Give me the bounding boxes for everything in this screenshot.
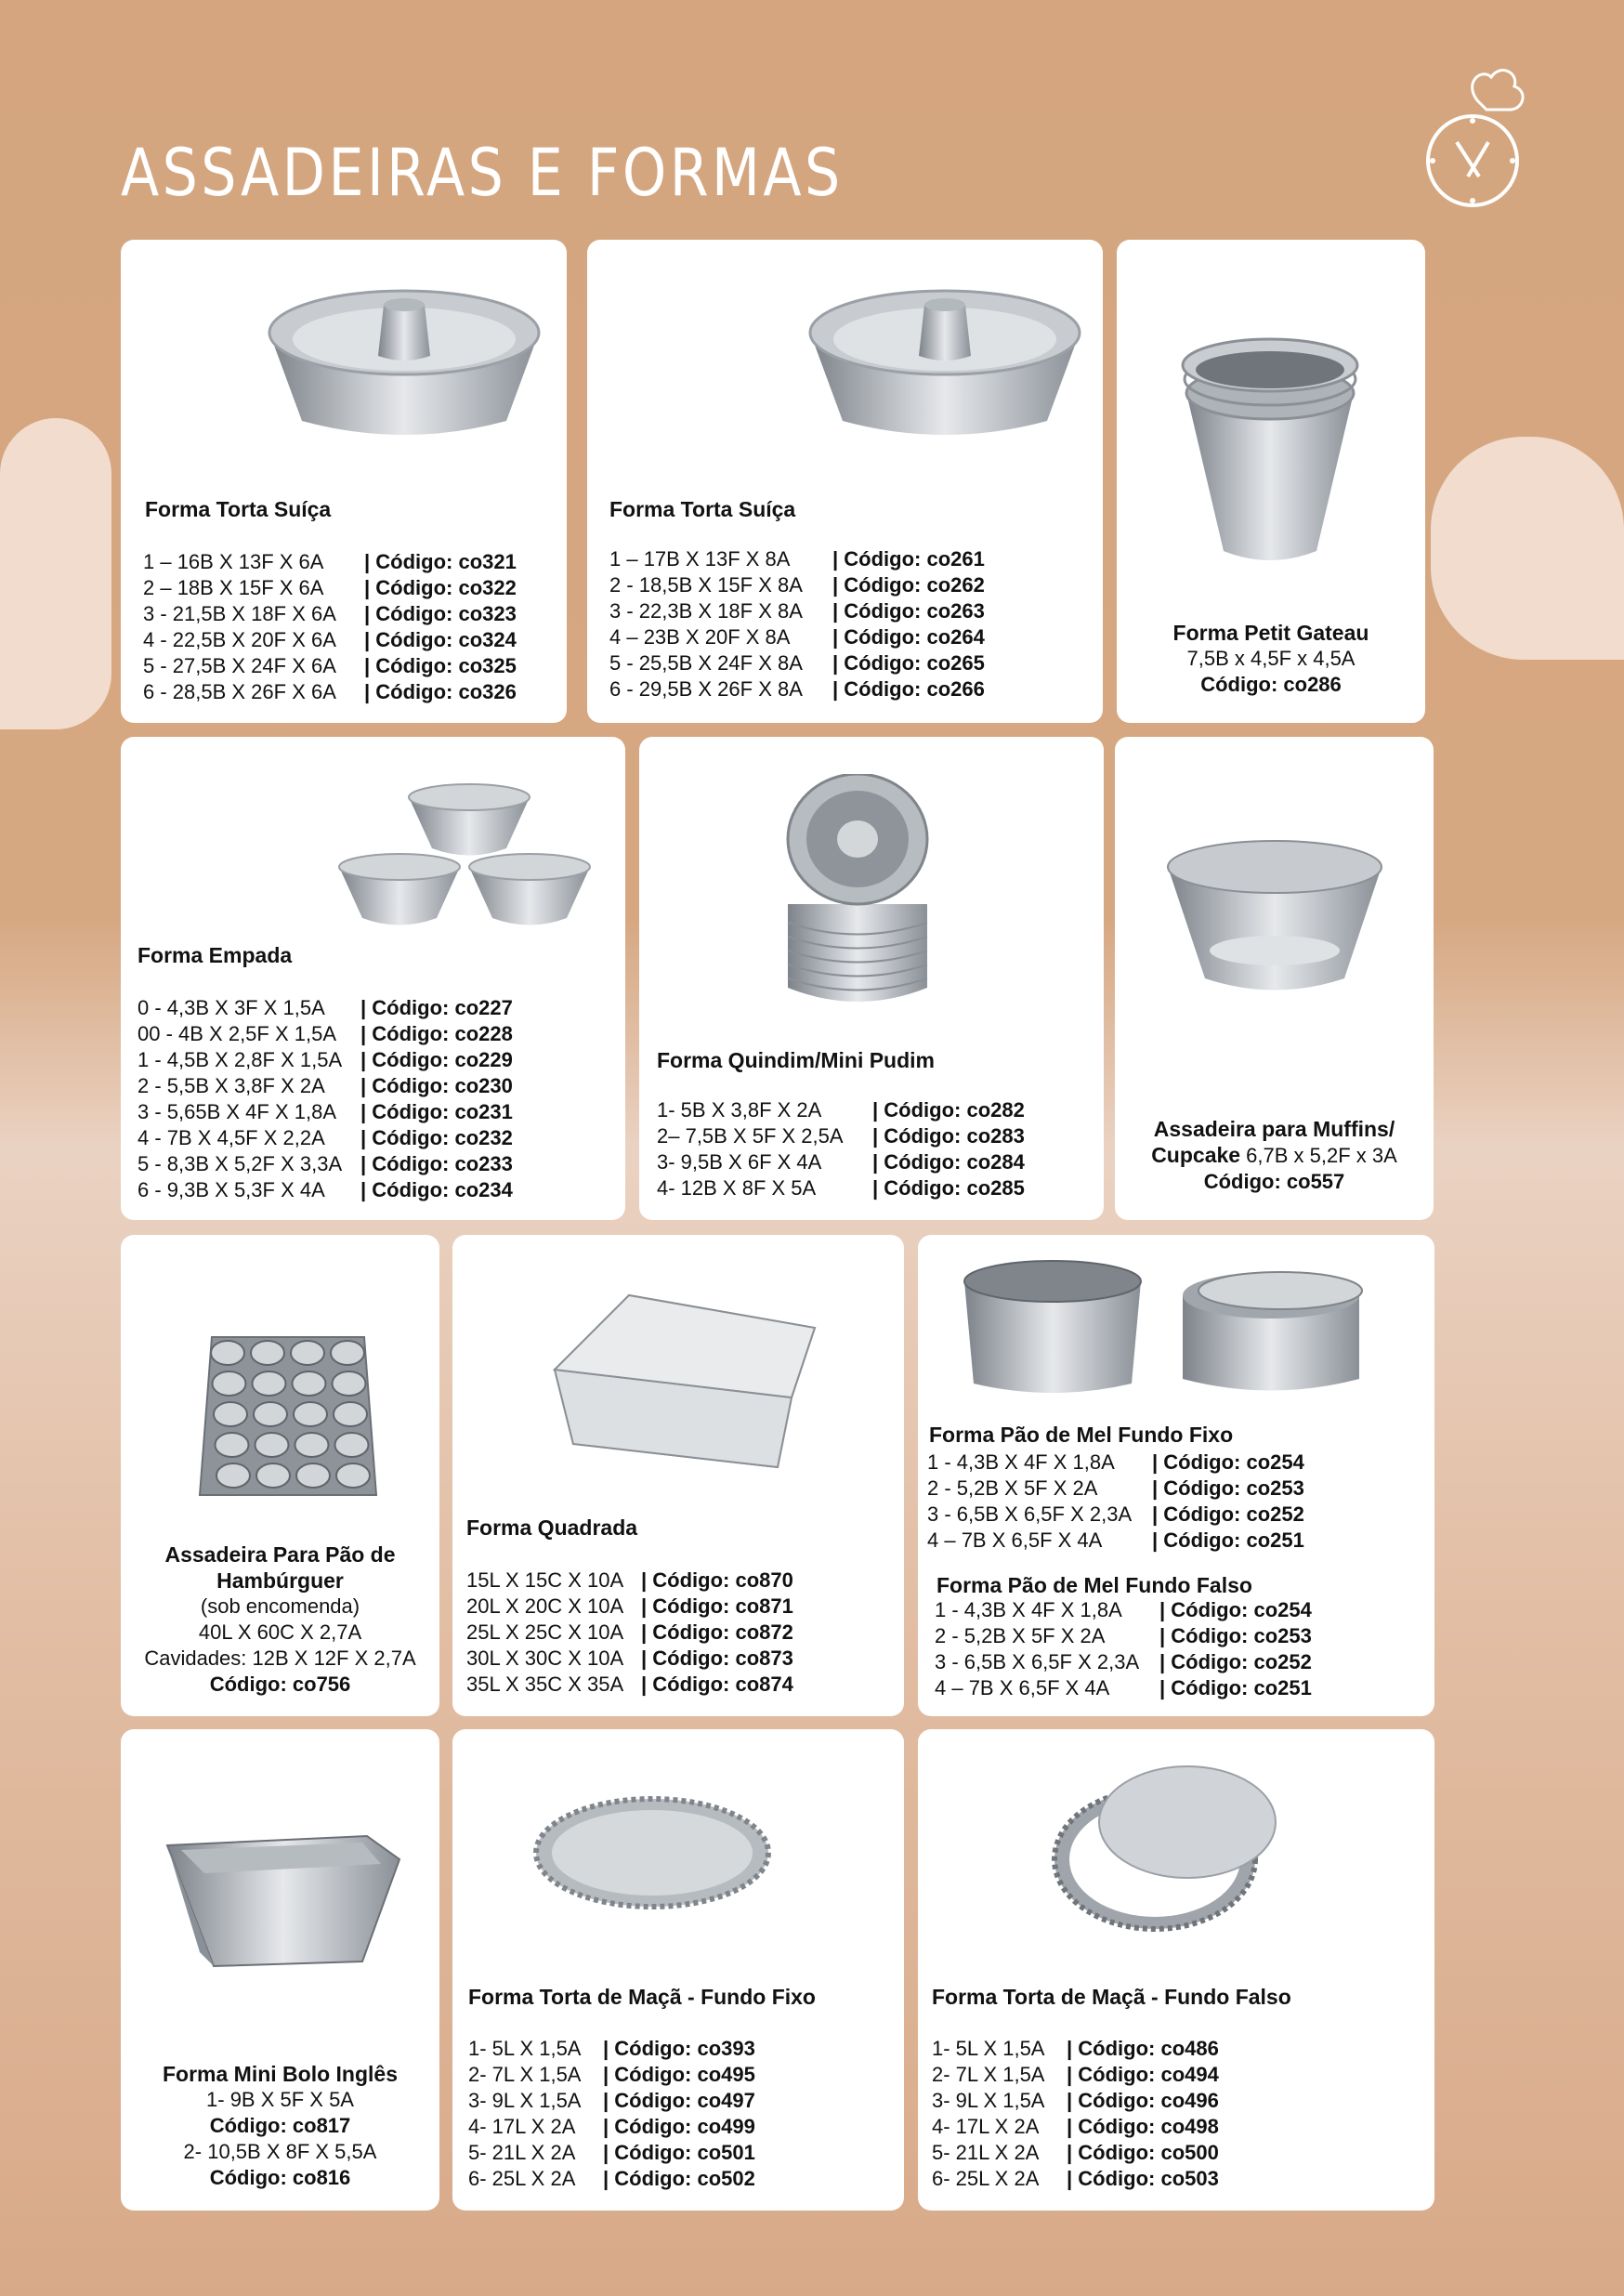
size-code: | Código: co252 bbox=[1152, 1502, 1304, 1526]
empada-molds-image bbox=[334, 783, 604, 932]
size-row bbox=[468, 2062, 755, 2088]
size-code: | Código: co262 bbox=[832, 573, 985, 597]
size-row bbox=[138, 1151, 513, 1177]
size-code: | Código: co323 bbox=[364, 602, 517, 625]
size-row bbox=[138, 1021, 513, 1047]
size-code-list bbox=[609, 546, 985, 702]
size-code: | Código: co393 bbox=[603, 2037, 755, 2060]
product-dimensions: 7,5B x 4,5F x 4,5A bbox=[1186, 647, 1356, 670]
size-row bbox=[143, 627, 517, 653]
size-row bbox=[927, 1476, 1304, 1502]
size-row bbox=[466, 1620, 793, 1646]
muffin-mold-image bbox=[1163, 839, 1386, 997]
size-code: | Código: co321 bbox=[364, 550, 517, 573]
page-title: ASSADEIRAS E FORMAS bbox=[121, 135, 844, 211]
size-row bbox=[138, 1177, 513, 1203]
tray-cavity bbox=[331, 1341, 364, 1365]
tray-cavity bbox=[334, 1402, 367, 1426]
size-row bbox=[138, 1047, 513, 1073]
background-drip bbox=[0, 418, 111, 729]
size-row bbox=[657, 1149, 1025, 1175]
size-code: | Código: co502 bbox=[603, 2167, 755, 2190]
tray-cavity bbox=[293, 1371, 326, 1396]
size-row bbox=[609, 676, 985, 702]
size-code: | Código: co497 bbox=[603, 2089, 755, 2112]
product-code: Código: co286 bbox=[1200, 673, 1342, 696]
product-name: Forma Torta de Maçã - Fundo Fixo bbox=[468, 1985, 816, 2009]
petit-gateau-mold-image bbox=[1168, 337, 1372, 570]
size-dimensions: 3- 9L X 1,5A bbox=[468, 2089, 582, 2112]
product-card-torta-suica-2[interactable] bbox=[587, 240, 1103, 723]
tray-cavity bbox=[256, 1463, 290, 1488]
size-row bbox=[609, 572, 985, 598]
hamburger-tray-image bbox=[195, 1332, 381, 1509]
size-row bbox=[143, 575, 517, 601]
size-row bbox=[466, 1646, 793, 1672]
size-code: | Código: co251 bbox=[1152, 1528, 1304, 1552]
tray-cavity bbox=[211, 1341, 244, 1365]
size-dimensions: 5 - 8,3B X 5,2F X 3,3A bbox=[138, 1152, 343, 1175]
size-dimensions: 4 - 22,5B X 20F X 6A bbox=[143, 628, 336, 651]
size-row bbox=[468, 2166, 755, 2192]
size-dimensions: 2 - 18,5B X 15F X 8A bbox=[609, 573, 803, 597]
size-row bbox=[609, 546, 985, 572]
size-code: | Código: co265 bbox=[832, 651, 985, 675]
product-card-torta-maca-fixo[interactable] bbox=[452, 1729, 904, 2211]
size-dimensions: 6 - 28,5B X 26F X 6A bbox=[143, 680, 336, 703]
size-code: | Código: co227 bbox=[360, 996, 513, 1019]
size-dimensions: 0 - 4,3B X 3F X 1,5A bbox=[138, 996, 325, 1019]
size-row bbox=[466, 1594, 793, 1620]
size-dimensions: 6- 25L X 2A bbox=[468, 2167, 576, 2190]
tray-cavity bbox=[296, 1463, 330, 1488]
size-dimensions: 1 - 4,3B X 4F X 1,8A bbox=[935, 1598, 1122, 1621]
product-card-quadrada[interactable] bbox=[452, 1235, 904, 1716]
size-dimensions: 25L X 25C X 10A bbox=[466, 1620, 624, 1644]
size-dimensions: 30L X 30C X 10A bbox=[466, 1647, 624, 1670]
product-card-pao-de-mel[interactable] bbox=[918, 1235, 1434, 1716]
size-code-list bbox=[932, 2036, 1219, 2192]
product-card-petit-gateau[interactable] bbox=[1117, 240, 1425, 723]
product-name: Forma Torta de Maçã - Fundo Falso bbox=[932, 1985, 1291, 2009]
tart-pan-fixed-image bbox=[531, 1790, 773, 1910]
size-dimensions: 2 - 5,2B X 5F X 2A bbox=[927, 1476, 1098, 1500]
size-code: | Código: co501 bbox=[603, 2141, 755, 2164]
product-card-mini-bolo-ingles[interactable] bbox=[121, 1729, 439, 2211]
size-code: | Código: co495 bbox=[603, 2063, 755, 2086]
product-info bbox=[121, 2061, 439, 2191]
tray-cavity bbox=[214, 1402, 247, 1426]
size-dimensions: 6- 25L X 2A bbox=[932, 2167, 1040, 2190]
product-name-cont: Cupcake bbox=[1151, 1143, 1241, 1167]
size-dimensions: 4 – 7B X 6,5F X 4A bbox=[927, 1528, 1103, 1552]
size-code: | Código: co871 bbox=[641, 1594, 793, 1618]
size-row bbox=[143, 653, 517, 679]
size-row bbox=[143, 549, 517, 575]
product-name: Forma Torta Suíça bbox=[609, 497, 796, 521]
size-code: | Código: co253 bbox=[1152, 1476, 1304, 1500]
size-row bbox=[609, 624, 985, 650]
size-dimensions: 5- 21L X 2A bbox=[932, 2141, 1040, 2164]
product-dimensions: 6,7B x 5,2F x 3A bbox=[1240, 1144, 1397, 1167]
size-row bbox=[138, 1125, 513, 1151]
size-row bbox=[932, 2140, 1219, 2166]
bundt-pan-image bbox=[265, 282, 544, 440]
size-dimensions: 1- 5L X 1,5A bbox=[468, 2037, 582, 2060]
size-row bbox=[657, 1175, 1025, 1201]
size-dimensions: 15L X 15C X 10A bbox=[466, 1568, 624, 1592]
size-dimensions: 1 - 4,3B X 4F X 1,8A bbox=[927, 1450, 1115, 1474]
size-dimensions: 1 - 4,5B X 2,8F X 1,5A bbox=[138, 1048, 343, 1071]
tray-cavity bbox=[255, 1433, 289, 1457]
size-row bbox=[935, 1675, 1312, 1701]
tray-cavity bbox=[336, 1463, 370, 1488]
size-code: | Código: co228 bbox=[360, 1022, 513, 1045]
bundt-pan-image bbox=[805, 282, 1084, 440]
size-dimensions: 4- 17L X 2A bbox=[932, 2115, 1040, 2138]
tray-cavity bbox=[291, 1341, 324, 1365]
size-row bbox=[657, 1097, 1025, 1123]
size-code: | Código: co486 bbox=[1067, 2037, 1219, 2060]
size-dimensions: 4 - 7B X 4,5F X 2,2A bbox=[138, 1126, 325, 1149]
product-card-torta-maca-falso[interactable] bbox=[918, 1729, 1434, 2211]
tray-cavity bbox=[335, 1433, 369, 1457]
size-code: | Código: co266 bbox=[832, 677, 985, 701]
size-row bbox=[138, 1073, 513, 1099]
size-code-list bbox=[466, 1568, 793, 1698]
size-dimensions: 00 - 4B X 2,5F X 1,5A bbox=[138, 1022, 337, 1045]
product-code: Código: co756 bbox=[209, 1673, 351, 1696]
size-row bbox=[466, 1672, 793, 1698]
product-card-hamburguer[interactable] bbox=[121, 1235, 439, 1716]
square-pan-image bbox=[545, 1286, 824, 1472]
size-dimensions: 4 – 7B X 6,5F X 4A bbox=[935, 1676, 1110, 1699]
mini-loaf-pan-image bbox=[163, 1831, 404, 1971]
size-dimensions: 2 – 18B X 15F X 6A bbox=[143, 576, 324, 599]
product-cavities: Cavidades: 12B X 12F X 2,7A bbox=[144, 1647, 416, 1670]
product-code: Código: co557 bbox=[1203, 1170, 1345, 1193]
product-dimensions: 1- 9B X 5F X 5A bbox=[206, 2088, 354, 2111]
tray-cavity bbox=[216, 1433, 249, 1457]
size-code: | Código: co494 bbox=[1067, 2063, 1219, 2086]
size-dimensions: 3 - 6,5B X 6,5F X 2,3A bbox=[927, 1502, 1133, 1526]
size-code: | Código: co284 bbox=[872, 1150, 1025, 1174]
size-dimensions: 4- 17L X 2A bbox=[468, 2115, 576, 2138]
tray-cavity bbox=[333, 1371, 366, 1396]
product-card-empada[interactable] bbox=[121, 737, 625, 1220]
size-dimensions: 4- 12B X 8F X 5A bbox=[657, 1176, 817, 1200]
tray-cavity bbox=[254, 1402, 287, 1426]
size-row bbox=[935, 1649, 1312, 1675]
tray-cavity bbox=[295, 1433, 329, 1457]
size-code-list bbox=[927, 1450, 1304, 1554]
product-note: (sob encomenda) bbox=[200, 1594, 360, 1618]
size-code: | Código: co254 bbox=[1152, 1450, 1304, 1474]
size-code: | Código: co322 bbox=[364, 576, 517, 599]
size-dimensions: 1 – 17B X 13F X 8A bbox=[609, 547, 791, 571]
size-code: | Código: co499 bbox=[603, 2115, 755, 2138]
size-dimensions: 3 - 21,5B X 18F X 6A bbox=[143, 602, 336, 625]
size-dimensions: 3 - 6,5B X 6,5F X 2,3A bbox=[935, 1650, 1140, 1673]
size-row bbox=[468, 2114, 755, 2140]
size-dimensions: 2 - 5,5B X 3,8F X 2A bbox=[138, 1074, 325, 1097]
size-code-list bbox=[143, 549, 517, 705]
product-name: Assadeira Para Pão de bbox=[164, 1542, 396, 1567]
size-dimensions: 3- 9,5B X 6F X 4A bbox=[657, 1150, 822, 1174]
product-name: Forma Torta Suíça bbox=[145, 497, 332, 521]
size-dimensions: 35L X 35C X 35A bbox=[466, 1673, 624, 1696]
product-code: Código: co816 bbox=[209, 2166, 351, 2189]
tray-cavity bbox=[213, 1371, 246, 1396]
size-code-list bbox=[468, 2036, 755, 2192]
size-code: | Código: co324 bbox=[364, 628, 517, 651]
size-code: | Código: co230 bbox=[360, 1074, 513, 1097]
product-card-quindim[interactable] bbox=[639, 737, 1104, 1220]
size-dimensions: 3 - 5,65B X 4F X 1,8A bbox=[138, 1100, 337, 1123]
size-code: | Código: co232 bbox=[360, 1126, 513, 1149]
size-dimensions: 1 – 16B X 13F X 6A bbox=[143, 550, 324, 573]
size-code: | Código: co233 bbox=[360, 1152, 513, 1175]
product-card-torta-suica-1[interactable] bbox=[121, 240, 567, 723]
product-code: Código: co817 bbox=[209, 2114, 351, 2137]
size-row bbox=[932, 2088, 1219, 2114]
size-dimensions: 20L X 20C X 10A bbox=[466, 1594, 624, 1618]
background-drip bbox=[1431, 437, 1624, 660]
product-name: Forma Empada bbox=[138, 943, 293, 967]
size-code: | Código: co503 bbox=[1067, 2167, 1219, 2190]
product-name: Forma Quadrada bbox=[466, 1515, 638, 1540]
size-code: | Código: co326 bbox=[364, 680, 517, 703]
product-info bbox=[1117, 620, 1425, 698]
tray-cavity bbox=[251, 1341, 284, 1365]
tart-pan-removable-image bbox=[1048, 1757, 1280, 1934]
size-dimensions: 3 - 22,3B X 18F X 8A bbox=[609, 599, 803, 623]
size-code: | Código: co253 bbox=[1159, 1624, 1312, 1647]
size-dimensions: 3- 9L X 1,5A bbox=[932, 2089, 1045, 2112]
chef-clock-logo-icon bbox=[1421, 63, 1533, 212]
size-dimensions: 2 - 5,2B X 5F X 2A bbox=[935, 1624, 1106, 1647]
size-dimensions: 5 - 27,5B X 24F X 6A bbox=[143, 654, 336, 677]
size-code: | Código: co229 bbox=[360, 1048, 513, 1071]
product-name: Forma Pão de Mel Fundo Fixo bbox=[929, 1423, 1234, 1447]
size-code: | Código: co872 bbox=[641, 1620, 793, 1644]
size-row bbox=[138, 1099, 513, 1125]
product-name: Forma Pão de Mel Fundo Falso bbox=[936, 1573, 1252, 1597]
product-name: Assadeira para Muffins/ bbox=[1153, 1117, 1395, 1141]
size-code: | Código: co282 bbox=[872, 1098, 1025, 1122]
pao-de-mel-molds-image bbox=[960, 1258, 1406, 1397]
product-info bbox=[1115, 1116, 1434, 1195]
product-card-muffin[interactable] bbox=[1115, 737, 1434, 1220]
size-code-list bbox=[657, 1097, 1025, 1201]
size-row bbox=[138, 995, 513, 1021]
size-code-list bbox=[138, 995, 513, 1203]
size-row bbox=[609, 598, 985, 624]
size-dimensions: 1- 5B X 3,8F X 2A bbox=[657, 1098, 822, 1122]
size-code: | Código: co251 bbox=[1159, 1676, 1312, 1699]
size-code: | Código: co500 bbox=[1067, 2141, 1219, 2164]
size-dimensions: 2– 7,5B X 5F X 2,5A bbox=[657, 1124, 844, 1148]
size-code: | Código: co231 bbox=[360, 1100, 513, 1123]
size-dimensions: 1- 5L X 1,5A bbox=[932, 2037, 1045, 2060]
size-row bbox=[468, 2140, 755, 2166]
size-row bbox=[468, 2036, 755, 2062]
product-info bbox=[121, 1542, 439, 1698]
size-dimensions: 4 – 23B X 20F X 8A bbox=[609, 625, 791, 649]
size-dimensions: 2- 7L X 1,5A bbox=[932, 2063, 1045, 2086]
size-dimensions: 5 - 25,5B X 24F X 8A bbox=[609, 651, 803, 675]
product-name: Forma Mini Bolo Inglês bbox=[162, 2062, 398, 2086]
size-code-list bbox=[935, 1597, 1312, 1701]
size-code: | Código: co498 bbox=[1067, 2115, 1219, 2138]
size-row bbox=[466, 1568, 793, 1594]
size-row bbox=[927, 1450, 1304, 1476]
product-name: Forma Petit Gateau bbox=[1172, 621, 1369, 645]
size-dimensions: 6 - 9,3B X 5,3F X 4A bbox=[138, 1178, 325, 1201]
size-dimensions: 5- 21L X 2A bbox=[468, 2141, 576, 2164]
product-name: Forma Quindim/Mini Pudim bbox=[657, 1048, 935, 1072]
size-code: | Código: co252 bbox=[1159, 1650, 1312, 1673]
size-code: | Código: co263 bbox=[832, 599, 985, 623]
size-row bbox=[935, 1623, 1312, 1649]
size-code: | Código: co283 bbox=[872, 1124, 1025, 1148]
size-code: | Código: co873 bbox=[641, 1647, 793, 1670]
size-row bbox=[143, 601, 517, 627]
size-row bbox=[927, 1502, 1304, 1528]
size-row bbox=[932, 2114, 1219, 2140]
size-code: | Código: co325 bbox=[364, 654, 517, 677]
size-code: | Código: co254 bbox=[1159, 1598, 1312, 1621]
tray-cavity bbox=[253, 1371, 286, 1396]
tray-cavity bbox=[216, 1463, 250, 1488]
size-row bbox=[609, 650, 985, 676]
size-row bbox=[932, 2062, 1219, 2088]
size-dimensions: 2- 7L X 1,5A bbox=[468, 2063, 582, 2086]
size-code: | Código: co496 bbox=[1067, 2089, 1219, 2112]
size-row bbox=[935, 1597, 1312, 1623]
size-dimensions: 6 - 29,5B X 26F X 8A bbox=[609, 677, 803, 701]
product-dimensions: 40L X 60C X 2,7A bbox=[198, 1620, 362, 1644]
size-code: | Código: co261 bbox=[832, 547, 985, 571]
size-code: | Código: co285 bbox=[872, 1176, 1025, 1200]
quindim-molds-stack-image bbox=[774, 774, 941, 1025]
product-name-cont: Hambúrguer bbox=[216, 1568, 344, 1593]
size-row bbox=[932, 2166, 1219, 2192]
size-row bbox=[927, 1528, 1304, 1554]
size-row bbox=[932, 2036, 1219, 2062]
size-code: | Código: co234 bbox=[360, 1178, 513, 1201]
size-code: | Código: co874 bbox=[641, 1673, 793, 1696]
product-dimensions: 2- 10,5B X 8F X 5,5A bbox=[183, 2140, 377, 2163]
tray-cavity bbox=[294, 1402, 327, 1426]
size-row bbox=[468, 2088, 755, 2114]
size-code: | Código: co264 bbox=[832, 625, 985, 649]
size-row bbox=[657, 1123, 1025, 1149]
size-row bbox=[143, 679, 517, 705]
size-code: | Código: co870 bbox=[641, 1568, 793, 1592]
